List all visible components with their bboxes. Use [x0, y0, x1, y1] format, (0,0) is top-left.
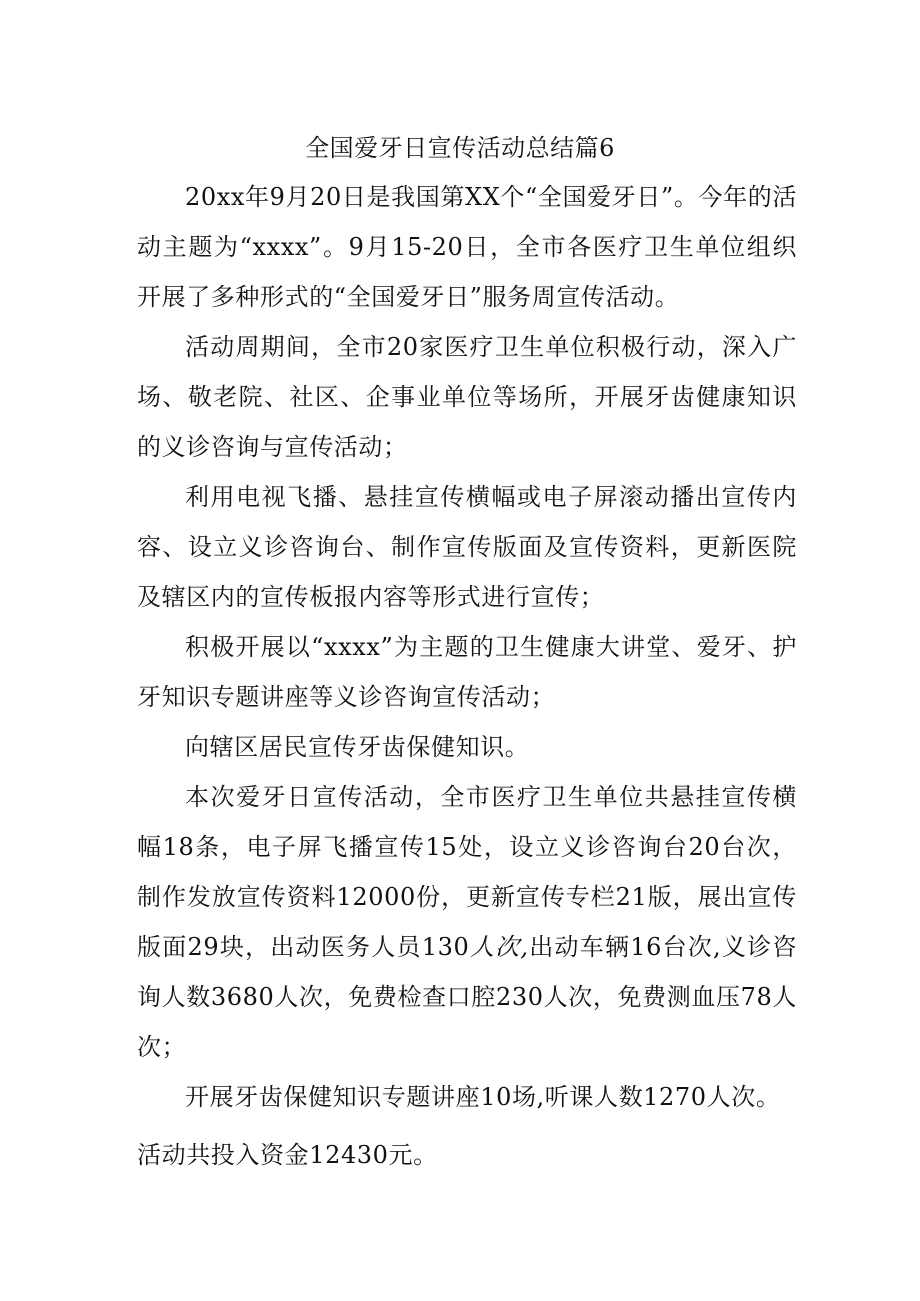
- paragraph-funding: 活动共投入资金12430元。: [137, 1141, 438, 1169]
- paragraph-publicity-methods: 利用电视飞播、悬挂宣传横幅或电子屏滚动播出宣传内容、设立义诊咨询台、制作宣传版面及宣传资料，更新医院及辖区内的宣传板报内容等形式进行宣传；: [137, 483, 797, 611]
- paragraph-intro: 20xx年9月20日是我国第XX个“全国爱牙日”。今年的活动主题为“xxxx”。9月15-20日，全市各医疗卫生单位组织开展了多种形式的“全国爱牙日”服务周宣传活动。: [137, 183, 797, 311]
- paragraph-lectures: 积极开展以“xxxx”为主题的卫生健康大讲堂、爱牙、护牙知识专题讲座等义诊咨询宣传活动；: [137, 633, 797, 711]
- paragraph-residents: 向辖区居民宣传牙齿保健知识。: [185, 733, 530, 761]
- document-title: 全国爱牙日宣传活动总结篇6: [305, 134, 615, 162]
- paragraph-lecture-count: 开展牙齿保健知识专题讲座10场,听课人数1270人次。: [185, 1083, 781, 1111]
- paragraph-activity-week: 活动周期间，全市20家医疗卫生单位积极行动，深入广场、敬老院、社区、企事业单位等场所，开展牙齿健康知识的义诊咨询与宣传活动；: [137, 333, 797, 461]
- statistics-text-italic: 人次,: [469, 933, 529, 961]
- statistics-text-before: 本次爱牙日宣传活动，全市医疗卫生单位共悬挂宣传横幅18条，电子屏飞播宣传15处，设立义诊咨询台20台次，制作发放宣传资料12000份，更新宣传专栏21版，展出宣传版面29块，出动医务人员130: [137, 783, 797, 961]
- paragraph-statistics: [137, 772, 797, 1072]
- document-body: [137, 172, 797, 1180]
- statistics-text-after: 出动车辆16台次,义诊咨询人数3680人次，免费检查口腔230人次，免费测血压78人次；: [137, 933, 797, 1061]
